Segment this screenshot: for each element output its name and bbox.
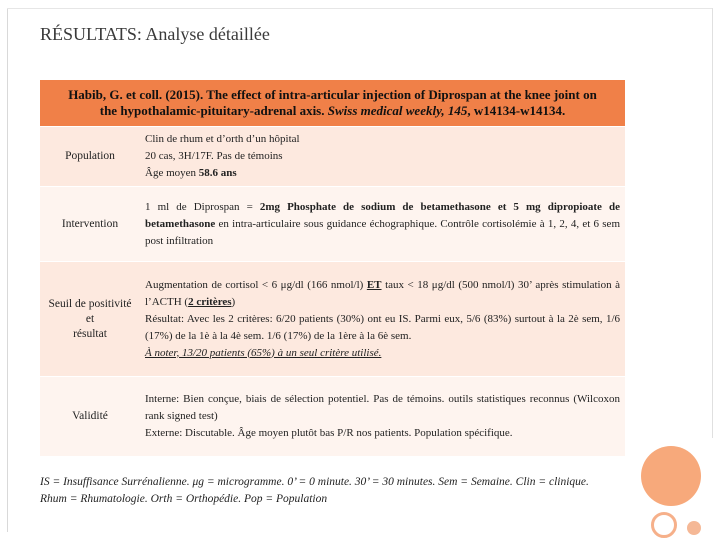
- table-row-seuil: [40, 262, 625, 377]
- table-row-population: [40, 127, 625, 187]
- intervention-pre: 1 ml de Diprospan =: [145, 200, 260, 213]
- validite-internal: Interne: Bien conçue, biais de sélection potentiel. Pas de témoins. outils statistiques reconnus (Wilcoxon rank signed test): [145, 393, 620, 422]
- seuil-label-line-1: Seuil de positivité et: [48, 297, 132, 325]
- population-line-3: [145, 165, 620, 182]
- seuil-criteria-count: 2 critères: [188, 295, 232, 308]
- citation-line-2-post: , w14134-w14134.: [467, 103, 566, 118]
- table-row-validite: [40, 377, 625, 457]
- population-line-1: Clin de rhum et d’orth d’un hôpital: [145, 133, 300, 145]
- abbreviations-footnote: [40, 474, 630, 508]
- population-age-prefix: Âge moyen: [145, 167, 199, 179]
- intervention-dose: 2mg Phosphate de sodium de betamethasone et 5 mg dipropioate de betamethasone: [145, 200, 620, 230]
- citation-header: [40, 80, 625, 126]
- row-content-validite: [140, 377, 625, 456]
- footnote-line-1: IS = Insuffisance Surrénalienne. μg = microgramme. 0’ = 0 minute. 30’ = 30 minutes. Sem = Semaine. Clin = clinique.: [40, 476, 589, 488]
- row-label-validite: Validité: [72, 410, 108, 422]
- population-age-value: 58.6 ans: [198, 167, 237, 179]
- table-row-intervention: [40, 187, 625, 262]
- seuil-result: Résultat: Avec les 2 critères: 6/20 patients (30%) ont eu IS. Parmi eux, 5/6 (83%) surtout à la 2è sem, 1/6 (17%) de la 1è à la 4è sem. 1/6 (17%) de la 1ère à la 6è sem.: [145, 312, 620, 342]
- seuil-criteria-et: ET: [366, 278, 382, 291]
- row-label-seuil: [40, 262, 140, 376]
- population-line-2: 20 cas, 3H/17F. Pas de témoins: [145, 150, 283, 162]
- decorative-circle-ring: [651, 512, 677, 538]
- seuil-label-line-2: résultat: [73, 327, 107, 340]
- footnote-line-2: Rhum = Rhumatologie. Orth = Orthopédie. Pop = Population: [40, 493, 328, 505]
- slide-frame-left: [7, 8, 8, 532]
- seuil-criteria: [145, 277, 620, 311]
- row-content-intervention: [140, 187, 625, 261]
- intervention-post: en intra-articulaire sous guidance échographique. Contrôle cortisolémie à 1, 2, 4, et 6 sem post infiltration: [145, 217, 620, 247]
- seuil-note: À noter, 13/20 patients (65%) à un seul critère utilisé.: [145, 346, 382, 359]
- validite-external: Externe: Discutable. Âge moyen plutôt bas P/R nos patients. Population spécifique.: [145, 427, 513, 439]
- row-content-seuil: [140, 262, 625, 376]
- intervention-text: [145, 199, 620, 250]
- citation-line-2: [40, 103, 625, 119]
- row-label-intervention: Intervention: [61, 217, 119, 230]
- citation-line-2-pre: the hypothalamic-pituitary-adrenal axis.: [99, 103, 328, 118]
- decorative-circle-large: [641, 446, 701, 506]
- slide-frame-right: [712, 8, 713, 438]
- decorative-circle-small: [687, 521, 701, 535]
- citation-journal: Swiss medical weekly, 145: [327, 103, 468, 118]
- slide-frame-top: [7, 8, 713, 9]
- seuil-criteria-mid: taux < 18 μg/dl (500 nmol/l) 30’ après stimulation à l’ACTH (: [145, 278, 621, 308]
- slide-title: RÉSULTATS: Analyse détaillée: [40, 24, 270, 44]
- seuil-criteria-end: ): [231, 295, 236, 308]
- row-content-population: [140, 127, 625, 186]
- citation-line-1: Habib, G. et coll. (2015). The effect of intra-articular injection of Diprospan at the knee joint on: [68, 87, 597, 102]
- analysis-table: [40, 127, 625, 457]
- seuil-criteria-pre: Augmentation de cortisol < 6 μg/dl (166 nmol/l): [145, 278, 367, 291]
- row-label-population: Population: [65, 150, 115, 162]
